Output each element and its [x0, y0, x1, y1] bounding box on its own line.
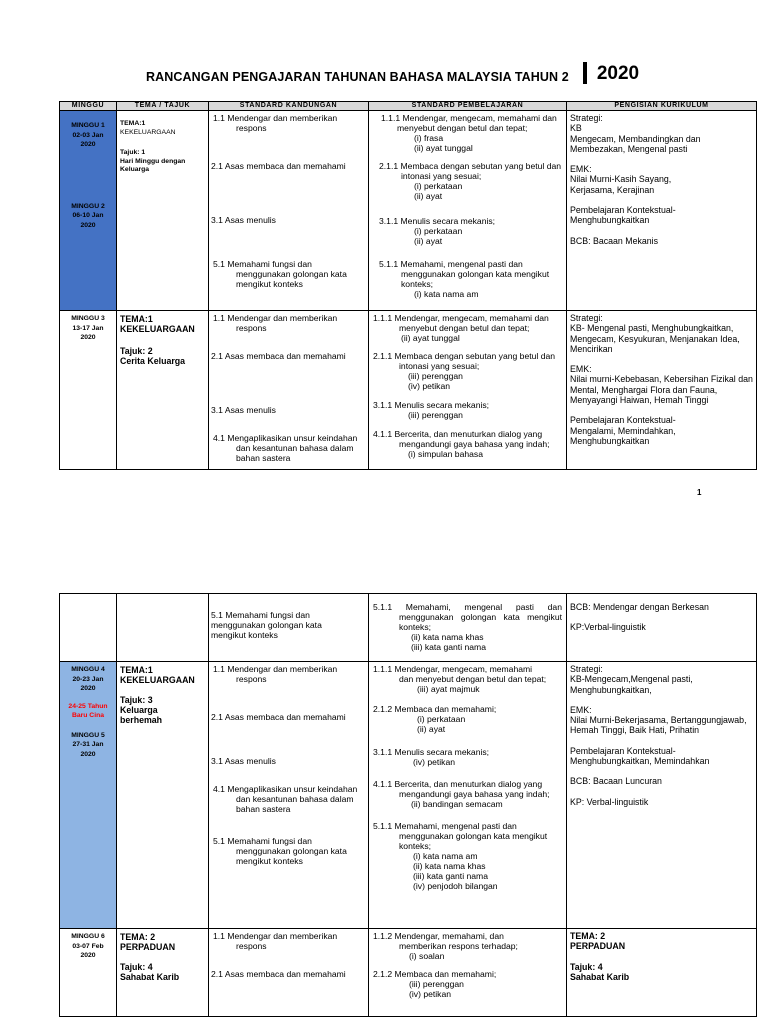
tema-cell	[117, 111, 209, 311]
ki-line: BCB: Bacaan Luncuran	[570, 776, 662, 787]
minggu-cell	[60, 929, 117, 1017]
sp-subitem: (i) frasa	[414, 133, 444, 143]
sp-item: 2.1.1 Membaca dengan sebutan yang betul dan intonasi yang sesuai;	[379, 161, 562, 181]
sp-subitem: (iii) ayat majmuk	[417, 684, 480, 694]
sp-subitem: (ii) ayat	[414, 236, 443, 246]
sp-subitem: (ii) ayat	[417, 724, 446, 734]
ki-line: Nilai Murni-Bekerjasama, Bertanggungjawab, Hemah Tinggi, Baik Hati, Prihatin	[570, 715, 747, 736]
minggu-year: 2020	[80, 334, 96, 341]
ki-line: KB	[570, 123, 582, 134]
sp-subitem: (i) simpulan bahasa	[408, 449, 483, 459]
sk-item: 4.1 Mengaplikasikan unsur keindahan dan kesantunan bahasa dalam bahan sastera	[213, 784, 358, 814]
sp-subitem: (i) kata nama am	[413, 851, 478, 861]
sp-item: 2.1.2 Membaca dan memahami;	[373, 969, 497, 979]
ki-line: Strategi:	[570, 664, 603, 674]
sk-item: 3.1 Asas menulis	[211, 215, 276, 225]
tajuk-name: Hari Minggu dengan Keluarga	[120, 157, 186, 173]
tajuk-label: Tajuk: 3	[120, 695, 153, 705]
minggu-date: 20-23 Jan	[72, 675, 104, 683]
ki-line: Pembelajaran Kontekstual- Menghubungkaitkan	[570, 205, 676, 226]
ki-line: Strategi:	[570, 113, 603, 123]
minggu-year: 2020	[80, 952, 96, 959]
header-standard-kandungan: STANDARD KANDUNGAN	[209, 102, 369, 111]
sp-subitem: (ii) kata nama khas	[411, 632, 484, 642]
sp-subitem: (i) perkataan	[417, 714, 466, 724]
sp-item: 1.1.1 Mendengar, mengecam, memahami dan menyebut dengan betul dan tepat;	[373, 313, 549, 333]
sp-item: 3.1.1 Menulis secara mekanis;	[373, 747, 490, 757]
sp-subitem: (iii) kata ganti nama	[411, 642, 486, 652]
header-tema-tajuk: TEMA / TAJUK	[117, 102, 209, 111]
sk-item: 3.1 Asas menulis	[211, 405, 276, 415]
minggu-label: MINGGU 4	[71, 666, 105, 673]
sp-item: 3.1.1 Menulis secara mekanis;	[379, 216, 496, 226]
tema-label: TEMA: 2	[120, 932, 156, 942]
sp-item: 5.1.1 Memahami, mengenal pasti dan menggunakan golongan kata mengikut konteks;	[379, 259, 550, 289]
minggu-label: MINGGU 3	[71, 315, 105, 322]
pengisian-kurikulum-cell	[567, 662, 757, 929]
ki-line: EMK:	[570, 164, 592, 175]
tajuk-label: Tajuk: 2	[120, 346, 153, 356]
minggu-cell	[60, 662, 117, 929]
sp-subitem: (iii) kata ganti nama	[413, 871, 488, 881]
ki-tajuk-label: Tajuk: 4	[570, 961, 603, 972]
minggu-date: 03-07 Feb	[72, 942, 104, 950]
sp-subitem: (i) kata nama am	[414, 289, 479, 299]
sp-subitem: (ii) bandingan semacam	[411, 799, 503, 809]
sk-item: 2.1 Asas membaca dan memahami	[211, 351, 346, 361]
sk-item: 1.1 Mendengar dan memberikan respons	[213, 113, 338, 133]
tajuk-label: Tajuk: 4	[120, 962, 153, 972]
ki-tema-label: TEMA: 2	[570, 931, 606, 941]
pengisian-kurikulum-cell	[567, 929, 757, 1017]
sp-subitem: (i) perkataan	[414, 181, 463, 191]
sp-item: 2.1.1 Membaca dengan sebutan yang betul dan intonasi yang sesuai;	[373, 351, 556, 371]
sk-item: 1.1 Mendengar dan memberikan respons	[213, 313, 338, 333]
sp-subitem: (iv) petikan	[413, 757, 456, 767]
sp-subitem: (i) perkataan	[414, 226, 463, 236]
rpt-table-page-1	[59, 101, 757, 470]
table-row	[60, 311, 757, 470]
sp-item: 1.1.1 Mendengar, mengecam, memahami dan menyebut dengan betul dan tepat;	[381, 113, 557, 133]
sp-item: 2.1.2 Membaca dan memahami;	[373, 704, 497, 714]
sp-subitem: (iv) penjodoh bilangan	[413, 881, 498, 891]
pengisian-kurikulum-cell	[567, 311, 757, 470]
minggu-cell	[60, 111, 117, 311]
ki-line: Pembelajaran Kontekstual- Mengalami, Memindahkan, Menghubungkaitkan	[570, 415, 676, 446]
ki-line: KP: Verbal-linguistik	[570, 796, 649, 807]
sp-item: 5.1.1 Memahami, mengenal pasti dan menggunakan golongan kata mengikut konteks;	[373, 602, 562, 632]
sp-item: 1.1.2 Mendengar, memahami, dan memberikan respons terhadap;	[373, 931, 518, 951]
tema-cell	[117, 929, 209, 1017]
sp-subitem: (ii) kata nama khas	[413, 861, 486, 871]
title-year: 2020	[596, 63, 640, 84]
sk-item: 5.1 Memahami fungsi dan menggunakan golongan kata mengikut konteks	[213, 259, 347, 289]
minggu-year: 2020	[80, 685, 96, 692]
minggu-year: 2020	[80, 141, 96, 148]
pengisian-kurikulum-cell	[567, 594, 757, 662]
ki-line: BCB: Bacaan Mekanis	[570, 235, 659, 246]
sk-item: 5.1 Memahami fungsi dan menggunakan golongan kata mengikut konteks	[213, 836, 347, 866]
minggu-date: 13-17 Jan	[72, 324, 104, 332]
table-row	[60, 111, 757, 311]
header-standard-pembelajaran: STANDARD PEMBELAJARAN	[369, 102, 567, 111]
standard-pembelajaran-cell	[369, 662, 567, 929]
ki-line: BCB: Mendengar dengan Berkesan	[570, 602, 709, 612]
tema-label: TEMA:1	[120, 120, 146, 127]
minggu-cell	[60, 311, 117, 470]
sp-item: 4.1.1 Bercerita, dan menuturkan dialog yang mengandungi gaya bahasa yang indah;	[373, 429, 550, 449]
page-number: 1	[697, 488, 702, 497]
sp-subitem: (ii) ayat tunggal	[401, 333, 460, 343]
holiday-label: Baru Cina	[71, 712, 105, 719]
sp-subitem: (ii) ayat	[414, 191, 443, 201]
table-header-row	[60, 102, 757, 111]
holiday-label: 24-25 Tahun	[68, 702, 108, 710]
standard-pembelajaran-cell	[369, 929, 567, 1017]
standard-pembelajaran-cell	[369, 111, 567, 311]
sk-item: 2.1 Asas membaca dan memahami	[211, 712, 346, 722]
sp-subitem: (iii) perenggan	[409, 979, 464, 989]
standard-kandungan-cell	[209, 111, 369, 311]
sk-item: 1.1 Mendengar dan memberikan respons	[213, 664, 338, 684]
ki-line: KP:Verbal-linguistik	[570, 622, 646, 633]
document-title	[146, 60, 706, 84]
sk-item: 1.1 Mendengar dan memberikan respons	[213, 931, 338, 951]
standard-pembelajaran-cell	[369, 594, 567, 662]
minggu-cell	[60, 594, 117, 662]
sp-subitem: (ii) ayat tunggal	[414, 143, 473, 153]
sk-item: 2.1 Asas membaca dan memahami	[211, 161, 346, 171]
standard-kandungan-cell	[209, 662, 369, 929]
sp-subitem: (i) soalan	[409, 951, 445, 961]
tajuk-name: Keluarga berhemah	[120, 705, 163, 725]
ki-line: Strategi:	[570, 313, 603, 323]
minggu-label: MINGGU 2	[71, 202, 105, 210]
tema-name: PERPADUAN	[120, 942, 176, 952]
tema-cell	[117, 662, 209, 929]
minggu-label: MINGGU 1	[71, 122, 105, 129]
ki-line: EMK:	[570, 704, 592, 715]
table-row	[60, 662, 757, 929]
tajuk-label: Tajuk: 1	[120, 149, 146, 156]
tema-cell	[117, 311, 209, 470]
tema-label: TEMA:1	[120, 665, 153, 675]
tema-name: KEKELUARGAAN	[120, 128, 176, 136]
tema-label: TEMA:1	[120, 314, 153, 324]
header-pengisian-kurikulum: PENGISIAN KURIKULUM	[567, 102, 757, 111]
standard-kandungan-cell	[209, 311, 369, 470]
standard-pembelajaran-cell	[369, 311, 567, 470]
tajuk-name: Cerita Keluarga	[120, 356, 186, 366]
title-text: RANCANGAN PENGAJARAN TAHUNAN BAHASA MALAYSIA TAHUN 2	[146, 70, 569, 84]
ki-line: Nilai murni-Kebebasan, Kebersihan Fizikal dan Mental, Menghargai Flora dan Fauna, Menyayangi Haiwan, Hemah Tinggi	[570, 374, 753, 406]
minggu-date: 02-03 Jan	[72, 131, 104, 139]
sk-item: 5.1 Memahami fungsi dan menggunakan golongan kata mengikut konteks	[211, 610, 322, 640]
tema-name: KEKELUARGAAN	[120, 675, 195, 685]
sk-item: 2.1 Asas membaca dan memahami	[211, 969, 346, 979]
table-row	[60, 929, 757, 1017]
standard-kandungan-cell	[209, 929, 369, 1017]
minggu-year: 2020	[80, 221, 96, 229]
sk-item: 4.1 Mengaplikasikan unsur keindahan dan kesantunan bahasa dalam bahan sastera	[213, 433, 358, 463]
sp-subitem: (iv) petikan	[408, 381, 451, 391]
ki-line: EMK:	[570, 364, 592, 375]
header-minggu: MINGGU	[60, 102, 117, 111]
minggu-year: 2020	[80, 750, 96, 758]
table-row	[60, 594, 757, 662]
ki-tajuk-name: Sahabat Karib	[570, 971, 630, 982]
sp-subitem: (iii) perenggan	[408, 371, 463, 381]
title-separator	[583, 62, 587, 84]
sp-item: 5.1.1 Memahami, mengenal pasti dan menggunakan golongan kata mengikut konteks;	[373, 821, 548, 851]
minggu-label: MINGGU 6	[71, 933, 105, 940]
ki-line: KB- Mengenal pasti, Menghubungkaitkan, Mengecam, Kesyukuran, Menjanakan Idea, Mencirikan	[570, 323, 740, 354]
minggu-date: 27-31 Jan	[72, 741, 104, 748]
sp-subitem: (iii) perenggan	[408, 410, 463, 420]
sk-item: 3.1 Asas menulis	[211, 756, 276, 766]
sp-item: 1.1.1 Mendengar, mengecam, memahami dan menyebut dengan betul dan tepat;	[373, 664, 547, 684]
sp-item: 4.1.1 Bercerita, dan menuturkan dialog yang mengandungi gaya bahasa yang indah;	[373, 779, 550, 799]
minggu-date: 06-10 Jan	[72, 212, 104, 219]
tajuk-name: Sahabat Karib	[120, 972, 180, 982]
ki-line: Mengecam, Membandingkan dan Membezakan, Mengenal pasti	[570, 133, 701, 154]
ki-line: Nilai Murni-Kasih Sayang, Kerjasama, Kerajinan	[570, 174, 672, 195]
tema-name: KEKELUARGAAN	[120, 324, 195, 334]
sp-subitem: (iv) petikan	[409, 989, 452, 999]
standard-kandungan-cell	[209, 594, 369, 662]
rpt-table-page-2	[59, 593, 757, 1017]
ki-line: KB-Mengecam,Mengenal pasti, Menghubungkaitkan,	[570, 674, 693, 695]
minggu-label: MINGGU 5	[71, 731, 105, 739]
sp-item: 3.1.1 Menulis secara mekanis;	[373, 400, 490, 410]
ki-tema-name: PERPADUAN	[570, 941, 626, 952]
tema-cell	[117, 594, 209, 662]
pengisian-kurikulum-cell	[567, 111, 757, 311]
ki-line: Pembelajaran Kontekstual- Menghubungkaitkan, Memindahkan	[570, 745, 710, 767]
